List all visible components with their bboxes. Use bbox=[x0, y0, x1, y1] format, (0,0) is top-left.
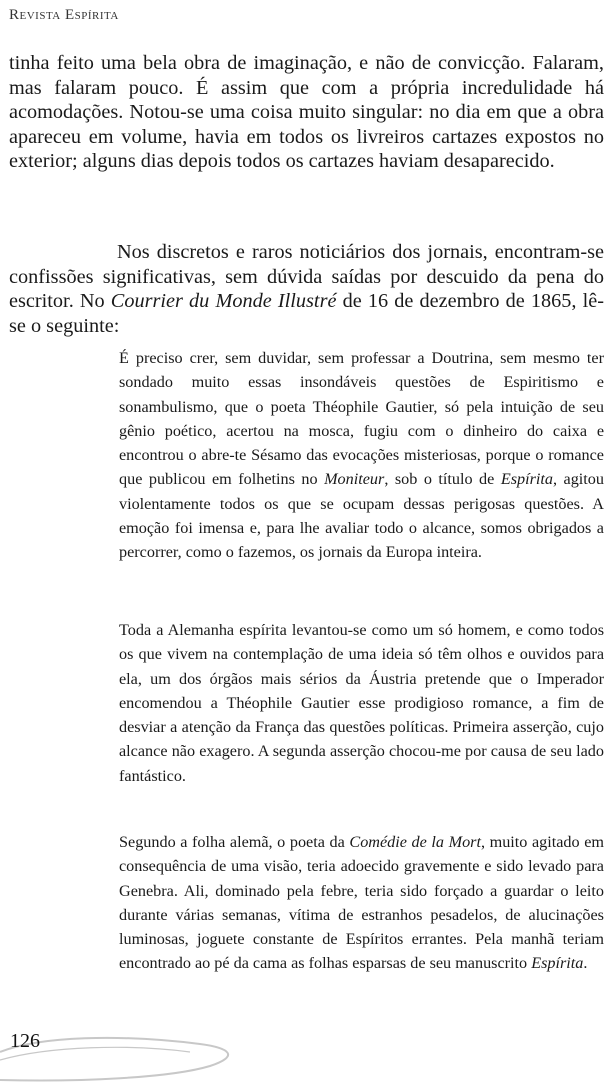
body-paragraph bbox=[9, 51, 604, 174]
paragraph-text: Nos discretos e raros noticiários dos jornais, encontram-se confissões significativas, sem dúvida saídas por descuido da pena do escritor. No bbox=[9, 241, 604, 313]
quote-text: É preciso crer, sem duvidar, sem professar a Doutrina, sem mesmo ter sondado muito essas insondáveis questões de Espiritismo e sonambulismo, que o poeta Théophile Gautier, só pela intuição de seu gênio poético, acertou na mosca, fugiu com o dinheiro do caixa e encontrou o abre-te Sésamo das evocações misteriosas, porque o romance que publicou em folhetins no bbox=[119, 349, 604, 489]
quote-text: Segundo a folha alemã, o poeta da bbox=[119, 833, 350, 851]
running-header: Revista Espírita bbox=[9, 7, 119, 23]
quote-text: Toda a Alemanha espírita levantou-se como um só homem, e como todos os que vivem na contemplação de uma ideia só têm olhos e ouvidos para ela, um dos órgãos mais sérios da Áustria pretende que o Imperador encomendou a Théophile Gautier esse prodigioso romance, a fim de desviar a atenção da França das questões políticas. Primeira asserção, cujo alcance não exagero. A segunda asserção chocou-me por causa de seu lado fantástico. bbox=[119, 621, 604, 785]
quote-text: , muito agitado em consequência de uma visão, teria adoecido gravemente e sido levado para Genebra. Ali, dominado pela febre, teria sido forçado a guardar o leito durante várias semanas, vítima de estranhos pesadelos, de alucinações luminosas, joguete constante de Espíritos errantes. Pela manhã teriam encontrado ao pé da cama as folhas esparsas de seu manuscrito bbox=[119, 833, 604, 973]
quote-text: , agitou violentamente todos os que se ocupam dessas perigosas questões. A emoção foi imensa e, para lhe avaliar todo o alcance, somos obrigados a percorrer, como o fazemos, os jornais da Europa inteira. bbox=[119, 470, 604, 562]
body-paragraph bbox=[9, 240, 604, 338]
newspaper-title: Courrier du Monde Illustré bbox=[110, 290, 337, 313]
novel-title: Espírita bbox=[531, 954, 584, 973]
block-quote-paragraph bbox=[119, 346, 604, 565]
block-quote-paragraph bbox=[119, 618, 604, 788]
quote-text: . bbox=[583, 954, 588, 973]
quote-text: , sob o título de bbox=[384, 470, 501, 489]
novel-title: Espírita bbox=[500, 470, 553, 489]
page-number: 126 bbox=[10, 1030, 40, 1052]
paragraph-text: de 16 de dezembro de 1865, lê-se o seguinte: bbox=[9, 290, 604, 337]
work-title: Comédie de la Mort bbox=[349, 833, 481, 851]
paragraph-text: tinha feito uma bela obra de imaginação, e não de convicção. Falaram, mas falaram pouco. É assim que com a própria incredulidade há acomodações. Notou-se uma coisa muito singular: no dia em que a obra apareceu em volume, havia em todos os livreiros cartazes expostos no exterior; alguns dias depois todos os cartazes haviam desaparecido. bbox=[9, 52, 604, 173]
footer-swoosh bbox=[0, 1022, 611, 1090]
newspaper-title: Moniteur bbox=[324, 470, 385, 489]
block-quote-paragraph bbox=[119, 830, 604, 976]
